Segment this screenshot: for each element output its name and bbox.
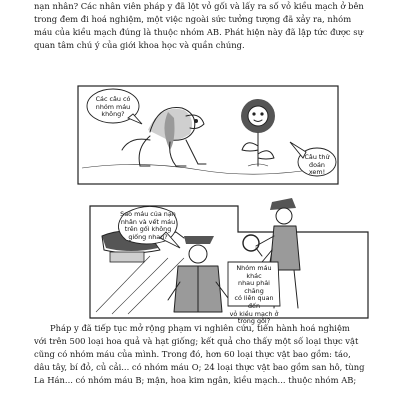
text-line: cũng có nhóm máu của mình. Trong đó, hơn 60 loại thực vật bao gồm: táo, [34,349,351,359]
bubble-text-flower: Câu thử đoán xem! [304,153,330,177]
text-line: với trên 500 loại hoa quả và hạt giống; kết quả cho thấy một số loại thực vật [34,336,359,346]
text-line: La Hán... có nhóm máu B; mận, hoa kim ngân, kiều mạch... thuộc nhóm AB; [34,375,357,385]
bubble-text-detective: Nhóm máu khác nhau phải chăng có liên quan đến vỏ kiều mạch ở trong gối? [229,264,279,326]
text-line: dâu tây, bí đỏ, củ cải... có nhóm máu O; 24 loại thực vật bao gồm san hô, tùng [34,362,365,372]
text-line: quan tâm chú ý của giới khoa học và quần chúng. [34,40,245,50]
text-line: Pháp y đã tiếp tục mở rộng phạm vi nghiên cứu, tiến hành hoá nghiệm [50,323,350,333]
text-line: máu của kiều mạch đúng là thuộc nhóm AB. Phát hiện này đã lập tức được sự [34,27,363,37]
bubble-text-dog: Các câu có nhóm máu không? [95,95,131,119]
text-line: nạn nhân? Các nhân viên pháp y đã lột vỏ gối và lấy ra số vỏ kiều mạch ở bên [34,1,364,11]
text-line: trong đem đi hoá nghiệm, một việc ngoài sức tưởng tượng đã xảy ra, nhóm [34,14,352,24]
bubble-text-victim: Sao máu của nạn nhân và vết máu trên gối không giống nhau? [120,210,176,241]
bottom-paragraph [34,322,368,387]
